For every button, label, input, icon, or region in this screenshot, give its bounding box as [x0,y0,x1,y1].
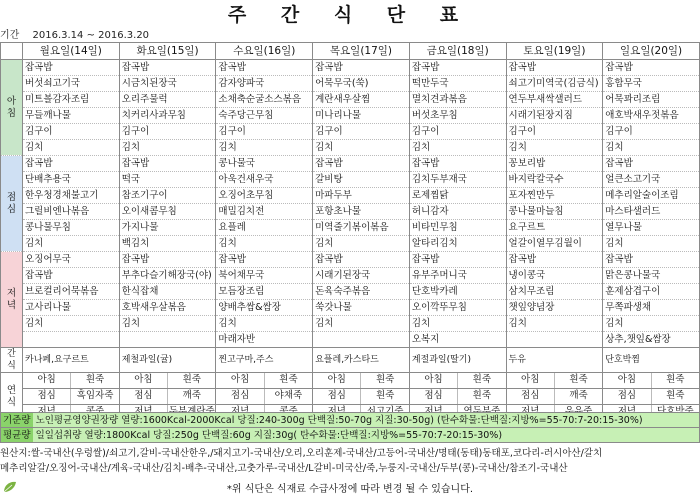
menu-cell: 김치 [603,316,700,332]
menu-row [1,300,700,316]
menu-cell: 부추다슬기해장국(야) [119,268,216,284]
menu-cell: 시래기된장지짐 [506,108,603,124]
menu-cell: 포자찐만두 [506,188,603,204]
menu-cell: 떡국 [119,172,216,188]
menu-row [1,156,700,172]
menu-cell: 한우청경채불고기 [23,188,120,204]
menu-cell: 소채축순굴소스볶음 [216,92,313,108]
yeonsik-text: 흰죽 [472,390,492,401]
menu-cell: 마스타샐러드 [603,204,700,220]
yeonsik-text: 아침 [507,373,555,388]
menu-cell: 김치 [603,140,700,156]
yeonsik-text: 점심 [216,389,264,404]
menu-cell: 잡곡밥 [313,252,410,268]
menu-row [1,124,700,140]
menu-cell: 한식잡채 [119,284,216,300]
menu-cell: 그릴비엔나볶음 [23,204,120,220]
menu-cell: 브로컬리어묵볶음 [23,284,120,300]
yeonsik-text: 점심 [313,389,361,404]
menu-row [1,220,700,236]
menu-cell: 상추,챗잎&쌈장 [603,332,700,348]
period-row [0,29,159,42]
menu-cell: 시금치된장국 [119,76,216,92]
menu-cell: 잡곡밥 [603,60,700,76]
menu-cell: 백김치 [119,236,216,252]
menu-cell: 요플레 [216,220,313,236]
yeonsik-text: 점심 [120,389,168,404]
snack-cell: 두유 [506,348,603,373]
menu-cell: 잡곡밥 [409,156,506,172]
meal-label: 아침 [1,60,23,156]
menu-cell: 북어채무국 [216,268,313,284]
menu-cell: 참조기구이 [119,188,216,204]
menu-cell: 김치 [216,316,313,332]
menu-cell: 김치 [216,140,313,156]
day-header: 토요일(19일) [506,43,603,60]
day-header: 일요일(20일) [603,43,700,60]
menu-cell: 오리주물럭 [119,92,216,108]
day-header: 화요일(15일) [119,43,216,60]
menu-cell: 김치 [506,316,603,332]
menu-row [1,316,700,332]
menu-cell: 김치 [23,236,120,252]
menu-cell: 잡곡밥 [313,60,410,76]
yeonsik-text: 흰죽 [569,374,588,385]
menu-cell: 유부주머니국 [409,268,506,284]
corner-cell [1,43,23,60]
menu-cell: 갈비탕 [313,172,410,188]
yeonsik-text: 깨죽 [182,390,201,401]
menu-cell: 계란새우살찜 [313,92,410,108]
page-title: 주 간 식 단 표 [227,4,473,26]
yeonsik-cell [506,373,603,389]
yeonsik-label: 연식 [1,373,23,421]
snack-cell: 단호박찜 [603,348,700,373]
menu-row [1,140,700,156]
menu-cell: 치커리사과무침 [119,108,216,124]
yeonsik-cell [313,373,410,389]
menu-cell: 잡곡밥 [119,252,216,268]
yeonsik-text: 점심 [507,389,555,404]
menu-cell: 김구이 [313,124,410,140]
menu-row [1,252,700,268]
menu-cell: 잡곡밥 [409,60,506,76]
menu-cell: 냉이콩국 [506,268,603,284]
menu-cell: 잡곡밥 [216,60,313,76]
menu-cell: 어묵무국(쑥) [313,76,410,92]
menu-cell [23,332,120,348]
day-header: 월요일(14일) [23,43,120,60]
yeonsik-text: 흰죽 [375,374,395,385]
menu-cell: 오징어무국 [23,252,120,268]
yeonsik-text: 흰죽 [472,374,492,385]
menu-cell: 미나리나물 [313,108,410,124]
menu-row [1,236,700,252]
yeonsik-text: 야채죽 [274,390,303,401]
yeonsik-text: 흑임자죽 [76,390,114,401]
day-header: 목요일(17일) [313,43,410,60]
nutrition-standard-text: 노인평균영양권장량 열량:1600Kcal-2000Kcal 당질:240-300g 단백질:50-70g 지질:30-50g) (탄수화물:단백질:지방%=55-70:7-20:15-30%) [35,415,643,426]
menu-cell: 얼갈이열무김월이 [506,236,603,252]
menu-cell: 얼큰소고기국 [603,172,700,188]
menu-row [1,332,700,348]
menu-cell: 김구이 [119,124,216,140]
menu-cell [119,332,216,348]
yeonsik-cell [216,373,313,389]
snack-cell: 카나페,요구르트 [23,348,120,373]
menu-cell: 김치두부재국 [409,172,506,188]
menu-cell: 김구이 [409,124,506,140]
menu-cell: 미트볼감자조림 [23,92,120,108]
menu-row [1,284,700,300]
yeonsik-text: 흰죽 [375,390,395,401]
yeonsik-text: 흰죽 [182,374,201,385]
menu-cell: 오복지 [409,332,506,348]
yeonsik-text: 아침 [216,373,264,388]
menu-cell: 단배추용국 [23,172,120,188]
snack-row [1,348,700,373]
menu-cell: 훈제삼겹구이 [603,284,700,300]
menu-row [1,188,700,204]
menu-cell: 잡곡밥 [603,156,700,172]
yeonsik-cell [119,389,216,405]
day-header: 금요일(18일) [409,43,506,60]
menu-cell: 챗잎양념장 [506,300,603,316]
yeonsik-text: 아침 [23,373,71,388]
yeonsik-cell [23,373,120,389]
menu-cell: 쑥갓나물 [313,300,410,316]
menu-cell: 쇠고기미역국(김금식) [506,76,603,92]
yeonsik-cell [119,373,216,389]
menu-row [1,172,700,188]
yeonsik-cell [23,389,120,405]
yeonsik-text: 점심 [410,389,458,404]
menu-cell: 양배추쌈&쌈장 [216,300,313,316]
footer-note: *위 식단은 식재료 수급사정에 따라 변경 될 수 있습니다. [226,484,474,495]
menu-cell: 마파두부 [313,188,410,204]
menu-row [1,60,700,76]
menu-row [1,76,700,92]
menu-cell: 무쪽파생채 [603,300,700,316]
menu-cell: 로제찜닭 [409,188,506,204]
menu-cell: 잡곡밥 [23,156,120,172]
menu-cell: 오이새콤무침 [119,204,216,220]
menu-cell: 무들깨나물 [23,108,120,124]
menu-cell: 김치 [409,140,506,156]
yeonsik-row [1,373,700,389]
nutrition-average-text: 일일섭취량 열량:1800Kcal 당질:250g 단백질:60g 지질:30g( 탄수화물:단백질:지방%=55-70:7-20:15-30%) [35,430,503,441]
menu-cell [506,332,603,348]
yeonsik-text: 흰죽 [85,374,105,385]
menu-cell: 고사리나물 [23,300,120,316]
day-header: 수요일(16일) [216,43,313,60]
menu-row [1,92,700,108]
yeonsik-text: 아침 [603,373,651,388]
snack-cell: 요플레,카스타드 [313,348,410,373]
menu-cell: 김치 [119,316,216,332]
menu-cell: 잡곡밥 [409,252,506,268]
menu-cell: 콩나물무침 [23,220,120,236]
menu-cell: 호박새우살볶음 [119,300,216,316]
menu-cell: 미역줄기볶이볶음 [313,220,410,236]
menu-cell: 잡곡밥 [506,60,603,76]
yeonsik-text: 흰죽 [279,374,298,385]
menu-cell: 감자양파국 [216,76,313,92]
menu-cell: 마래자반 [216,332,313,348]
menu-cell: 잡곡밥 [313,156,410,172]
menu-cell: 김치 [216,236,313,252]
period-value: 2016.3.14 ~ 2016.3.20 [32,30,150,41]
yeonsik-text: 흰죽 [666,374,685,385]
menu-cell: 오징어초무침 [216,188,313,204]
menu-cell: 허니감자 [409,204,506,220]
menu-cell: 콩나물국 [216,156,313,172]
menu-cell: 김치 [23,316,120,332]
yeonsik-cell [409,389,506,405]
yeonsik-cell [313,389,410,405]
yeonsik-cell [506,389,603,405]
snack-cell: 계절과일(딸기) [409,348,506,373]
menu-cell: 돈육숙주볶음 [313,284,410,300]
yeonsik-cell [216,389,313,405]
menu-cell [313,332,410,348]
menu-cell: 김치 [119,140,216,156]
nutrition-standard-tag: 기준량 [1,413,33,428]
menu-cell: 매밀김치전 [216,204,313,220]
menu-cell: 김치 [313,140,410,156]
menu-cell: 떡만두국 [409,76,506,92]
nutrition-average-tag: 평균량 [1,428,33,443]
menu-cell: 김구이 [603,124,700,140]
menu-cell: 버섯초무침 [409,108,506,124]
snack-cell: 제철과일(귤) [119,348,216,373]
yeonsik-text: 아침 [313,373,361,388]
yeonsik-cell [603,389,700,405]
menu-cell: 버섯쇠고기국 [23,76,120,92]
yeonsik-text: 점심 [23,389,71,404]
menu-cell: 메추리알술이조림 [603,188,700,204]
snack-label: 간식 [1,348,23,373]
menu-cell: 김치 [409,316,506,332]
yeonsik-text: 아침 [410,373,458,388]
meal-label: 점심 [1,156,23,252]
menu-cell: 꽁보리밥 [506,156,603,172]
menu-cell: 열무나물 [603,220,700,236]
menu-table [0,42,700,421]
menu-cell: 연두부새싹샐러드 [506,92,603,108]
yeonsik-row [1,389,700,405]
nutrition-standard [0,412,700,428]
origin-info [0,446,698,476]
menu-cell: 바지락칼국수 [506,172,603,188]
yeonsik-cell [603,373,700,389]
menu-cell: 잡곡밥 [216,252,313,268]
menu-cell: 콩나물마늘침 [506,204,603,220]
menu-cell: 아욱건새우국 [216,172,313,188]
menu-cell: 맑은콩나물국 [603,268,700,284]
yeonsik-text: 흰죽 [666,390,685,401]
menu-cell: 김치 [603,236,700,252]
menu-cell: 포항초나물 [313,204,410,220]
menu-cell: 삼치무조림 [506,284,603,300]
menu-cell: 숙주당근무침 [216,108,313,124]
snack-cell: 찐고구마,주스 [216,348,313,373]
menu-cell: 시래기된장국 [313,268,410,284]
menu-cell: 애호박새우젓볶음 [603,108,700,124]
menu-row [1,204,700,220]
menu-cell: 모듬장조림 [216,284,313,300]
menu-cell: 잡곡밥 [23,60,120,76]
menu-cell: 비타민무침 [409,220,506,236]
menu-cell: 잡곡밥 [603,252,700,268]
menu-cell: 김치 [313,316,410,332]
menu-cell: 잡곡밥 [119,60,216,76]
menu-cell: 잡곡밥 [506,252,603,268]
menu-cell: 김구이 [23,124,120,140]
menu-cell: 홍합무국 [603,76,700,92]
menu-cell: 김구이 [216,124,313,140]
meal-label: 저녁 [1,252,23,348]
yeonsik-text: 깨죽 [569,390,588,401]
yeonsik-text: 점심 [603,389,651,404]
menu-cell: 김치 [506,140,603,156]
menu-cell: 김치 [23,140,120,156]
origin-line-1: 원산지:쌀-국내산(우렁쌀)/쇠고기,갈비-국내산한우,/돼지고기-국내산/오리,오리훈제-국내산/고등어-국내산/명태(동태)동태포,코다리-러시아산/갈치 [0,448,603,459]
menu-cell: 어묵꽈리조림 [603,92,700,108]
nutrition-average [0,427,700,443]
menu-cell: 멸치견과볶음 [409,92,506,108]
menu-cell: 단호박카레 [409,284,506,300]
menu-cell: 김치 [313,236,410,252]
origin-line-2: 메추리알갈/오징어-국내산/계육-국내산/김치-배추-국내산,고춧가루-국내산/L갈비-미국산/죽,누룽지-국내산/두부(콩)-국내산/참조기-국내산 [0,463,568,474]
menu-row [1,108,700,124]
period-label: 기간 [0,30,20,41]
menu-row [1,268,700,284]
menu-cell: 오이깍뚜무침 [409,300,506,316]
menu-cell: 알타리김치 [409,236,506,252]
menu-cell: 잡곡밥 [23,268,120,284]
menu-cell: 요구르트 [506,220,603,236]
menu-cell: 김구이 [506,124,603,140]
yeonsik-text: 아침 [120,373,168,388]
day-header-row [1,43,700,60]
menu-cell: 가지나물 [119,220,216,236]
menu-cell: 잡곡밥 [119,156,216,172]
yeonsik-cell [409,373,506,389]
